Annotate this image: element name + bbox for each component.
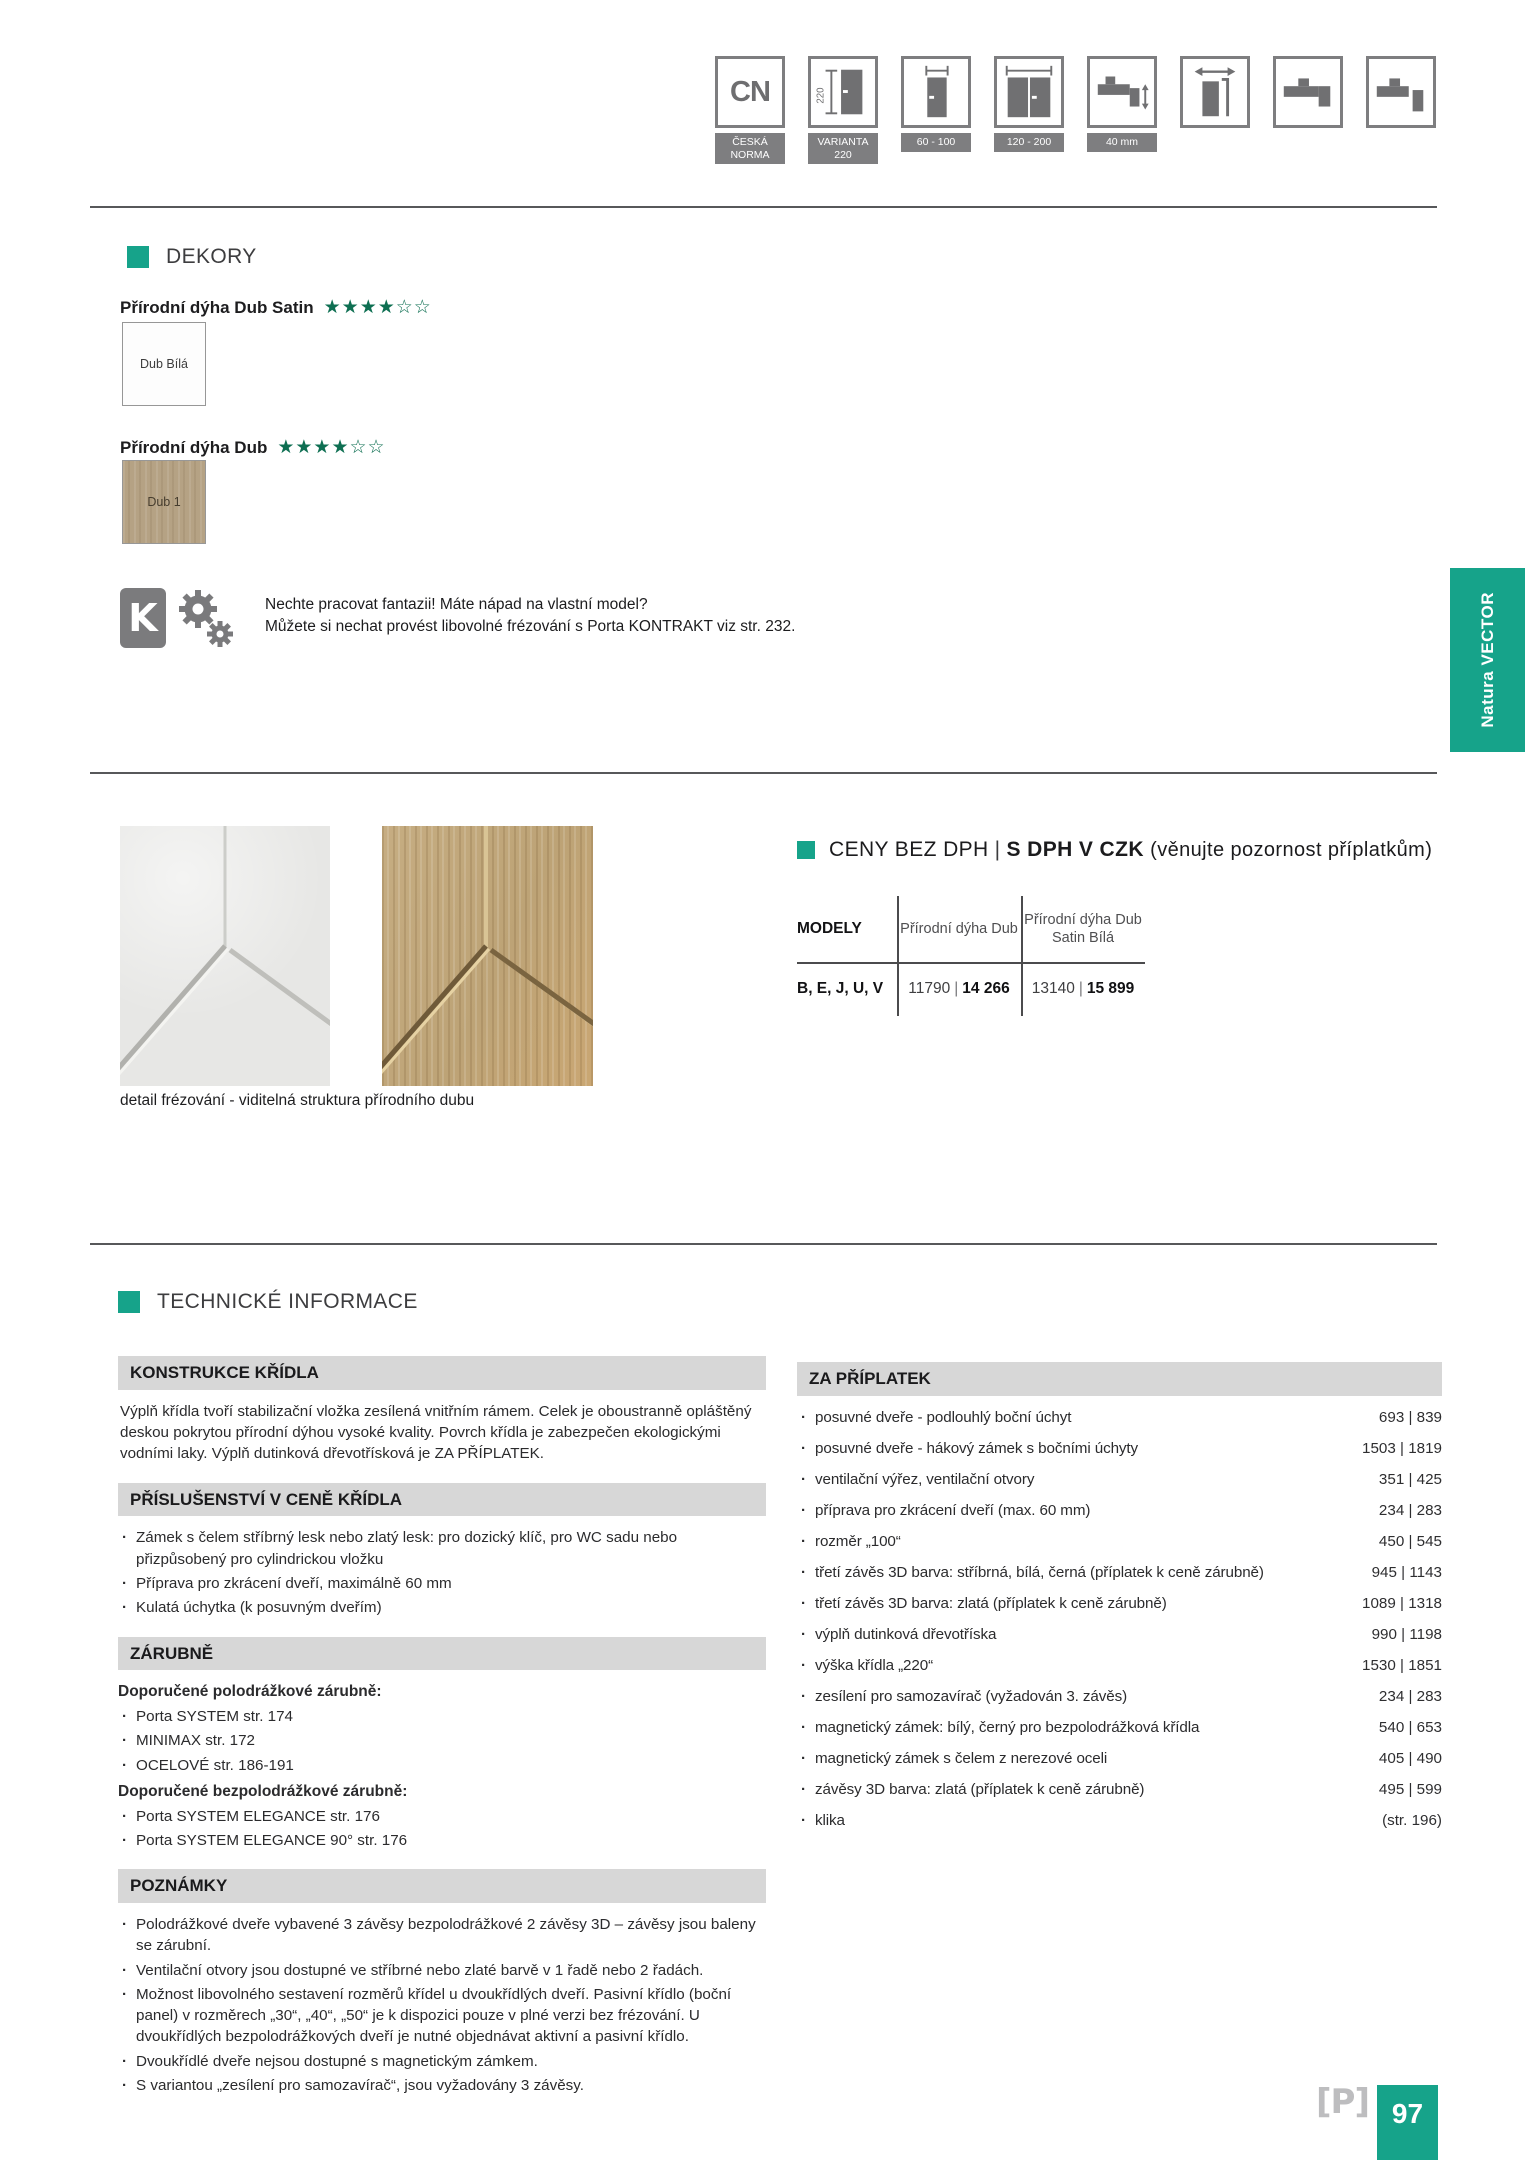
surcharge-label: · magnetický zámek: bílý, černý pro bezpolodrážková křídla — [797, 1717, 1379, 1738]
section-rule-middle — [90, 772, 1437, 774]
double-door-width-icon — [998, 60, 1060, 124]
icon-cell-width-120-200 — [994, 56, 1064, 164]
star-rating: ★★★★☆☆ — [323, 297, 432, 318]
decor-name: Přírodní dýha Dub Satin — [120, 298, 314, 317]
icon-cell-sliding-door — [1180, 56, 1250, 164]
page-number-badge — [1377, 2085, 1438, 2160]
section-header-prislusenstvi: PŘÍSLUŠENSTVÍ V CENĚ KŘÍDLA — [118, 1483, 766, 1517]
list-item: · Porta SYSTEM str. 174 — [118, 1706, 766, 1727]
icon-cell-varianta-220 — [808, 56, 878, 164]
natura-vector-tab-label: Natura VECTOR — [1477, 592, 1497, 728]
kontrakt-note-line2: Můžete si nechat provést libovolné frézování s Porta KONTRAKT viz str. 232. — [265, 618, 796, 636]
tech-left-column — [118, 1356, 766, 2099]
zarubne-subhead: Doporučené bezpolodrážkové zárubně: — [118, 1782, 408, 1800]
price-table-row — [797, 964, 1145, 1014]
section-accent-square — [127, 246, 149, 268]
surcharge-label: · výplň dutinková dřevotříska — [797, 1624, 1372, 1645]
rebated-profile-icon — [1277, 60, 1339, 124]
icon-label: VARIANTA 220 — [808, 133, 878, 164]
section-header-konstrukce: KONSTRUKCE KŘÍDLA — [118, 1356, 766, 1390]
surcharge-label: · magnetický zámek s čelem z nerezové oceli — [797, 1748, 1379, 1769]
table-cell-price-dub: 11790 | 14 266 — [908, 980, 1010, 997]
prices-title-brutto: S DPH V CZK — [1006, 838, 1144, 861]
surcharge-price: (str. 196) — [1382, 1811, 1442, 1829]
icon-cell-width-60-100 — [901, 56, 971, 164]
surcharge-price: 990 | 1198 — [1371, 1625, 1442, 1643]
icon-label: 60 - 100 — [901, 133, 971, 152]
price-table — [797, 896, 1145, 1016]
icon-cell-thickness-40mm — [1087, 56, 1157, 164]
kontrakt-note — [265, 594, 795, 639]
prices-title-netto: CENY BEZ DPH — [829, 838, 989, 861]
gears-icon — [176, 586, 236, 655]
list-item: · Porta SYSTEM ELEGANCE 90° str. 176 — [118, 1830, 766, 1851]
decor-group-title — [120, 436, 386, 459]
table-header-dub-satin: Přírodní dýha Dub Satin Bílá — [1024, 911, 1142, 946]
poznamky-list — [118, 1914, 766, 2096]
dekory-section-title: DEKORY — [166, 245, 257, 268]
surcharge-row — [797, 1500, 1442, 1531]
list-item: · Polodrážkové dveře vybavené 3 závěsy bezpolodrážkové 2 závěsy 3D – závěsy jsou baleny se zárubní. — [118, 1914, 766, 1957]
surcharge-price: 450 | 545 — [1378, 1532, 1442, 1550]
door-height-220-icon — [812, 60, 874, 124]
list-item: · Dvoukřídlé dveře nejsou dostupné s magnetickým zámkem. — [118, 2051, 766, 2072]
natura-vector-tab — [1450, 568, 1525, 752]
list-item: · Porta SYSTEM ELEGANCE str. 176 — [118, 1806, 766, 1827]
table-divider — [1021, 896, 1023, 1016]
list-item: · Kulatá úchytka (k posuvným dveřím) — [118, 1597, 766, 1618]
surcharge-price: 693 | 839 — [1378, 1408, 1442, 1426]
surcharge-price: 1530 | 1851 — [1362, 1656, 1442, 1674]
non-rebated-profile-icon — [1370, 60, 1432, 124]
list-item: · MINIMAX str. 172 — [118, 1730, 766, 1751]
swatch-label: Dub Bílá — [140, 357, 188, 371]
svg-text:220: 220 — [815, 87, 827, 104]
icon-cell-rebate-profile — [1273, 56, 1343, 164]
surcharge-label: · příprava pro zkrácení dveří (max. 60 mm) — [797, 1500, 1379, 1521]
surcharge-price: 234 | 283 — [1378, 1687, 1442, 1705]
list-item: · Zámek s čelem stříbrný lesk nebo zlatý lesk: pro dozický klíč, pro WC sadu nebo přizpůsobený pro cylindrickou vložku — [118, 1527, 766, 1570]
milling-detail-image-white — [120, 826, 330, 1086]
price-netto: 13140 — [1031, 980, 1075, 997]
tech-section-title: TECHNICKÉ INFORMACE — [157, 1290, 418, 1313]
prices-title-note: (věnujte pozornost příplatkům) — [1150, 839, 1433, 861]
sliding-door-icon — [1184, 60, 1246, 124]
dekory-section-header — [127, 245, 257, 269]
price-brutto: 14 266 — [962, 980, 1010, 997]
milling-detail-image-oak — [382, 826, 593, 1086]
table-header-dub: Přírodní dýha Dub — [900, 920, 1018, 937]
surcharge-label: · závěsy 3D barva: zlatá (příplatek k ceně zárubně) — [797, 1779, 1379, 1800]
surcharge-label: · ventilační výřez, ventilační otvory — [797, 1469, 1379, 1490]
surcharge-price: 1089 | 1318 — [1362, 1594, 1442, 1612]
icon-label: 40 mm — [1087, 133, 1157, 152]
surcharge-label: · posuvné dveře - hákový zámek s bočními úchyty — [797, 1438, 1362, 1459]
prices-section-title — [829, 838, 1432, 862]
decor-swatch-dub-bila — [122, 322, 206, 406]
list-item: · Příprava pro zkrácení dveří, maximálně 60 mm — [118, 1573, 766, 1594]
decor-group-title — [120, 296, 432, 319]
star-rating: ★★★★☆☆ — [277, 437, 386, 458]
swatch-label: Dub 1 — [147, 495, 181, 509]
surcharge-price: 495 | 599 — [1378, 1780, 1442, 1798]
zarubne-subhead: Doporučené polodrážkové zárubně: — [118, 1683, 382, 1701]
surcharge-price: 945 | 1143 — [1371, 1563, 1442, 1581]
surcharge-row — [797, 1562, 1442, 1593]
list-item: · S variantou „zesílení pro samozavírač“, jsou vyžadovány 3 závěsy. — [118, 2075, 766, 2096]
surcharge-label: · rozměr „100“ — [797, 1531, 1379, 1552]
surcharge-row — [797, 1779, 1442, 1810]
surcharge-row — [797, 1469, 1442, 1500]
surcharge-price: 540 | 653 — [1378, 1718, 1442, 1736]
tech-right-column — [797, 1362, 1442, 1841]
surcharge-price: 1503 | 1819 — [1362, 1439, 1442, 1457]
surcharge-label: · zesílení pro samozavírač (vyžadován 3. závěs) — [797, 1686, 1379, 1707]
surcharge-row — [797, 1748, 1442, 1779]
tech-section-header — [118, 1290, 418, 1314]
surcharge-label: · třetí závěs 3D barva: zlatá (příplatek k ceně zárubně) — [797, 1593, 1362, 1614]
section-header-poznamky: POZNÁMKY — [118, 1869, 766, 1903]
section-header-za-priplatek: ZA PŘÍPLATEK — [797, 1362, 1442, 1396]
list-item: · Možnost libovolného sestavení rozměrů křídel u dvoukřídlých dveří. Pasivní křídlo (boční panel) v rozměrech „30“, „40“, „50“ je k dispozici pouze v plné verzi bez frézování. U dvoukřídlých bezpolodrážkových dveří je nutné objednávat aktivní a pasivní křídlo. — [118, 1984, 766, 2048]
porta-logo: [P] — [1316, 2082, 1369, 2122]
zarubne-list-1 — [118, 1706, 766, 1776]
table-cell-price-dub-satin: 13140 | 15 899 — [1031, 980, 1135, 997]
price-netto: 11790 — [908, 980, 951, 997]
prices-title-separator: | — [994, 838, 1001, 861]
surcharge-label: · třetí závěs 3D barva: stříbrná, bílá, černá (příplatek k ceně zárubně) — [797, 1562, 1372, 1583]
surcharge-row — [797, 1438, 1442, 1469]
table-divider — [897, 896, 899, 1016]
price-brutto: 15 899 — [1086, 980, 1135, 997]
zarubne-list-2 — [118, 1806, 766, 1852]
surcharge-row — [797, 1655, 1442, 1686]
surcharge-row — [797, 1531, 1442, 1562]
surcharge-label: · posuvné dveře - podlouhlý boční úchyt — [797, 1407, 1379, 1428]
section-accent-square — [118, 1291, 140, 1313]
za-priplatek-list — [797, 1407, 1442, 1841]
price-table-header — [797, 896, 1145, 964]
surcharge-label: · výška křídla „220“ — [797, 1655, 1362, 1676]
prices-section-header — [797, 838, 1432, 862]
surcharge-row — [797, 1810, 1442, 1841]
section-header-zarubne: ZÁRUBNĚ — [118, 1637, 766, 1671]
icon-label: 120 - 200 — [994, 133, 1064, 152]
kontrakt-note-line1: Nechte pracovat fantazii! Máte nápad na vlastní model? — [265, 596, 648, 613]
decor-swatch-dub-1 — [122, 460, 206, 544]
table-cell-models: B, E, J, U, V — [797, 980, 884, 997]
konstrukce-text: Výplň křídla tvoří stabilizační vložka zesílená vnitřním rámem. Celek je oboustranně opláštěný deskou pokrytou přírodní dýhou vysoké kvality. Povrch křídla je zabezpečen ekologickými vodními laky. Výplň dutinková dřevotřísková je ZA PŘÍPLATEK. — [120, 1402, 752, 1463]
image-caption: detail frézování - viditelná struktura přírodního dubu — [120, 1092, 475, 1109]
list-item: · OCELOVÉ str. 186-191 — [118, 1755, 766, 1776]
surcharge-row — [797, 1717, 1442, 1748]
page-number: 97 — [1391, 2098, 1424, 2129]
feature-icon-strip — [715, 56, 1436, 164]
icon-cell-nonrebate-profile — [1366, 56, 1436, 164]
section-accent-square — [797, 841, 815, 859]
surcharge-price: 351 | 425 — [1378, 1470, 1442, 1488]
surcharge-price: 234 | 283 — [1378, 1501, 1442, 1519]
surcharge-row — [797, 1686, 1442, 1717]
surcharge-price: 405 | 490 — [1378, 1749, 1442, 1767]
surcharge-label: · klika — [797, 1810, 1382, 1831]
icon-cell-ceska-norma — [715, 56, 785, 164]
section-rule-tech — [90, 1243, 1437, 1245]
single-door-width-icon — [905, 60, 967, 124]
door-thickness-icon — [1091, 60, 1153, 124]
surcharge-row — [797, 1407, 1442, 1438]
icon-label: ČESKÁ NORMA — [715, 133, 785, 164]
prislusenstvi-list — [118, 1527, 766, 1618]
cn-norm-icon: CN — [730, 75, 770, 108]
surcharge-row — [797, 1624, 1442, 1655]
section-rule-top — [90, 206, 1437, 208]
surcharge-row — [797, 1593, 1442, 1624]
kontrakt-k-badge: K — [120, 588, 166, 648]
decor-name: Přírodní dýha Dub — [120, 438, 268, 457]
list-item: · Ventilační otvory jsou dostupné ve stříbrné nebo zlaté barvě v 1 řadě nebo 2 řadách. — [118, 1960, 766, 1981]
table-header-models: MODELY — [797, 920, 862, 937]
